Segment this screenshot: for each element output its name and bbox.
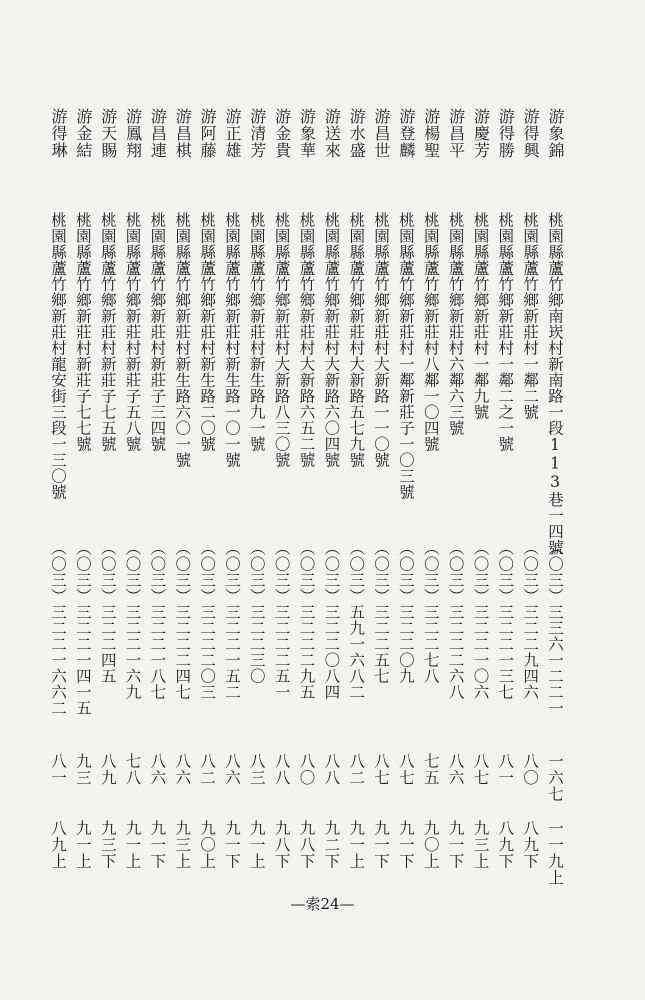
member-address: 桃園縣蘆竹鄉新莊村一鄰二號 <box>521 212 540 420</box>
member-age: 八三 <box>247 753 266 786</box>
member-date: 九一上 <box>123 820 142 870</box>
member-address: 桃園縣蘆竹鄉新莊村龍安街三段一三〇號 <box>49 212 67 500</box>
member-date: 九三上 <box>173 820 192 870</box>
member-address: 桃園縣蘆竹鄉新莊村新莊子五八號 <box>123 212 142 452</box>
member-date: 九三上 <box>471 820 490 870</box>
member-date: 九〇上 <box>198 820 217 870</box>
member-date: 八九下 <box>521 820 540 870</box>
member-age: 八二 <box>198 753 217 786</box>
member-address: 桃園縣蘆竹鄉新莊村新生路九一號 <box>247 212 266 452</box>
member-phone: （〇三）三二二九四六 <box>521 540 540 700</box>
member-address: 桃園縣蘆竹鄉新莊村大新路八三〇號 <box>272 212 291 468</box>
member-address: 桃園縣蘆竹鄉新莊村新生路六〇一號 <box>173 212 192 468</box>
member-phone: （〇三）三二二〇九 <box>396 540 415 684</box>
member-phone: （〇三）三二二二九五 <box>297 540 316 700</box>
member-age: 八六 <box>173 753 192 786</box>
member-address: 桃園縣蘆竹鄉新莊村大新路六五二號 <box>297 212 316 468</box>
member-name: 游昌連 <box>148 108 168 159</box>
member-address: 桃園縣蘆竹鄉新莊村八鄰一〇四號 <box>421 212 440 452</box>
member-name: 游楊聖 <box>421 108 441 159</box>
member-age: 九三 <box>73 753 92 786</box>
member-age: 八〇 <box>297 753 316 786</box>
member-address: 桃園縣蘆竹鄉新莊村新莊子三四號 <box>148 212 167 452</box>
member-age: 八〇 <box>521 753 540 786</box>
member-name: 游昌世 <box>372 108 392 159</box>
member-date: 九一下 <box>222 820 241 870</box>
member-age: 七八 <box>123 753 142 786</box>
member-name: 游送來 <box>322 108 342 159</box>
member-address: 桃園縣蘆竹鄉新莊村新生路二〇號 <box>198 212 217 452</box>
member-name: 游昌棋 <box>173 108 193 159</box>
member-phone: （〇三）三二二〇八四 <box>322 540 341 700</box>
member-age: 八七 <box>471 753 490 786</box>
member-name: 游鳳翔 <box>123 108 143 159</box>
member-name: 游阿藤 <box>198 108 218 159</box>
member-date: 九〇上 <box>421 820 440 870</box>
member-phone: （〇三）三二二一六六二 <box>49 540 67 716</box>
member-date: 八九下 <box>496 820 515 870</box>
member-name: 游象錦 <box>546 108 565 159</box>
member-date: 九一下 <box>446 820 465 870</box>
member-phone: （〇三）三二二五七 <box>372 540 391 684</box>
member-phone: （〇三）三二二一四一五 <box>73 540 92 716</box>
member-phone: （〇三）三二二七八 <box>421 540 440 684</box>
member-date: 八九上 <box>49 820 67 870</box>
member-age: 八六 <box>222 753 241 786</box>
member-age: 七五 <box>421 753 440 786</box>
member-date: 九一下 <box>148 820 167 870</box>
page-number: —索24— <box>290 895 355 913</box>
member-address: 桃園縣蘆竹鄉南崁村新南路一段113巷一四號 <box>546 212 564 556</box>
member-date: 九一上 <box>73 820 92 870</box>
member-age: 八一 <box>496 753 515 786</box>
member-phone: （〇三）三二二二六八 <box>446 540 465 700</box>
member-date: 九三下 <box>98 820 117 870</box>
member-phone: （〇三）三三六一二二一 <box>546 540 564 716</box>
member-name: 游登麟 <box>396 108 416 159</box>
member-address: 桃園縣蘆竹鄉新莊村一鄰九號 <box>471 212 490 420</box>
member-age: 八二 <box>347 753 366 786</box>
member-name: 游金結 <box>73 108 93 159</box>
member-address: 桃園縣蘆竹鄉新莊村新莊子七七號 <box>73 212 92 452</box>
member-age: 八六 <box>148 753 167 786</box>
member-age: 八九 <box>98 753 117 786</box>
member-name: 游得興 <box>521 108 541 159</box>
member-date: 九八下 <box>297 820 316 870</box>
member-date: 九二下 <box>322 820 341 870</box>
member-phone: （〇三）三二二三〇 <box>247 540 266 684</box>
member-age: 一六七 <box>546 753 564 803</box>
member-address: 桃園縣蘆竹鄉新莊村一鄰新莊子一〇三號 <box>396 212 415 500</box>
member-phone: （〇三）三二二二四七 <box>173 540 192 700</box>
member-age: 八八 <box>322 753 341 786</box>
member-name: 游清芳 <box>247 108 267 159</box>
member-date: 九八下 <box>272 820 291 870</box>
member-date: 一一九上 <box>546 820 564 886</box>
member-address: 桃園縣蘆竹鄉新莊村新生路一〇一號 <box>222 212 241 468</box>
member-name: 游天賜 <box>98 108 118 159</box>
member-phone: （〇三）三二二二五一 <box>272 540 291 700</box>
member-age: 八一 <box>49 753 67 786</box>
member-name: 游慶芳 <box>471 108 491 159</box>
member-phone: （〇三）三二二一〇六 <box>471 540 490 700</box>
member-date: 九一上 <box>347 820 366 870</box>
member-name: 游得勝 <box>496 108 516 159</box>
member-address: 桃園縣蘆竹鄉新莊村大新路六〇四號 <box>322 212 341 468</box>
member-phone: （〇三）三二二四五 <box>98 540 117 684</box>
member-name: 游象華 <box>297 108 317 159</box>
member-date: 九一下 <box>396 820 415 870</box>
member-phone: （〇三）三二二一三七 <box>496 540 515 700</box>
member-phone: （〇三）五九一六八二 <box>347 540 366 700</box>
member-name: 游水盛 <box>347 108 367 159</box>
member-address: 桃園縣蘆竹鄉新莊村大新路五七九號 <box>347 212 366 468</box>
member-age: 八八 <box>272 753 291 786</box>
member-address: 桃園縣蘆竹鄉新莊村六鄰六三號 <box>446 212 465 436</box>
member-name: 游正雄 <box>222 108 242 159</box>
member-address: 桃園縣蘆竹鄉新莊村新莊子七五號 <box>98 212 117 452</box>
member-date: 九一上 <box>247 820 266 870</box>
member-name: 游昌平 <box>446 108 466 159</box>
member-phone: （〇三）三二二一五二 <box>222 540 241 700</box>
member-age: 八七 <box>396 753 415 786</box>
member-phone: （〇三）三二二一六九 <box>123 540 142 700</box>
member-date: 九一下 <box>372 820 391 870</box>
member-name: 游金貴 <box>272 108 292 159</box>
member-age: 八七 <box>372 753 391 786</box>
member-phone: （〇三）三二二二〇三 <box>198 540 217 700</box>
member-address: 桃園縣蘆竹鄉新莊村一鄰二之一號 <box>496 212 515 452</box>
member-age: 八六 <box>446 753 465 786</box>
member-phone: （〇三）三二二一八七 <box>148 540 167 700</box>
member-address: 桃園縣蘆竹鄉新莊村大新路一一〇號 <box>372 212 391 468</box>
member-name: 游得琳 <box>49 108 68 159</box>
